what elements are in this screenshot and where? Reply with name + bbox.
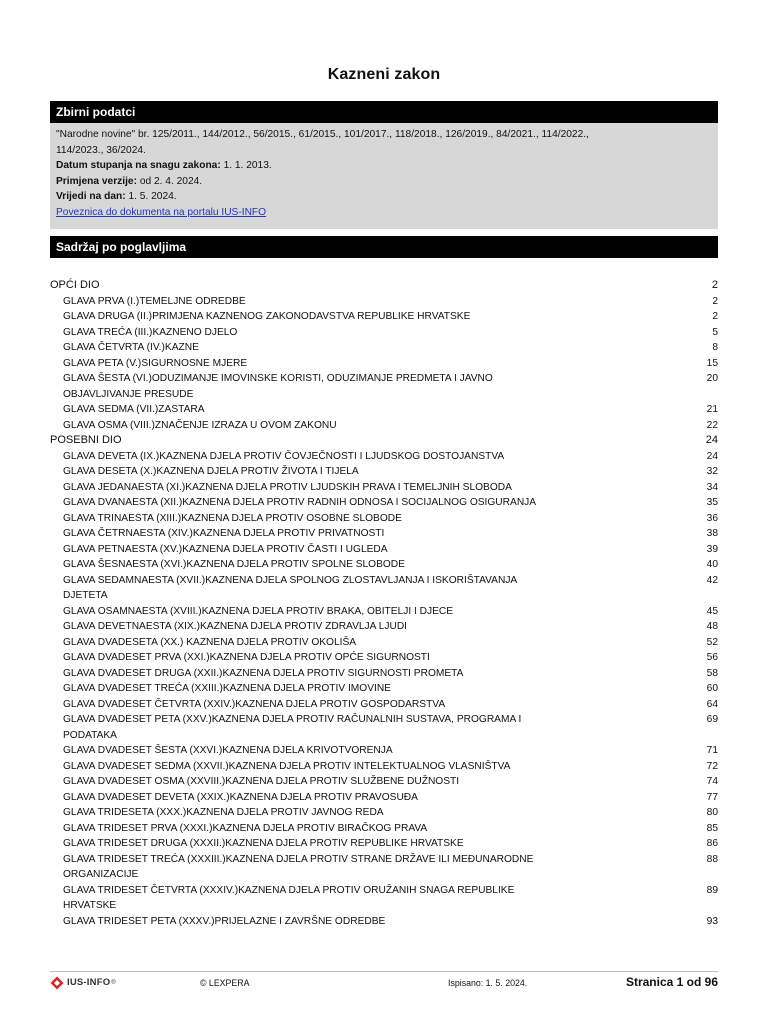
table-of-contents <box>50 278 718 929</box>
toc-chapter <box>50 480 718 496</box>
toc-entry-page[interactable]: 88 <box>706 853 718 865</box>
toc-entry-title[interactable]: GLAVA DVADESET PRVA (XXI.)KAZNENA DJELA PROTIV OPĆE SIGURNOSTI <box>63 652 430 663</box>
toc-part <box>50 433 718 449</box>
toc-entry-page[interactable]: 34 <box>706 481 718 493</box>
toc-entry-page[interactable]: 21 <box>706 404 718 415</box>
toc-chapter <box>50 356 718 372</box>
toc-chapter <box>50 836 718 852</box>
toc-entry-title[interactable]: GLAVA PRVA (I.)TEMELJNE ODREDBE <box>63 295 246 307</box>
page-number: Stranica 1 od 96 <box>625 975 718 989</box>
toc-chapter <box>50 650 718 666</box>
toc-entry-title[interactable]: POSEBNI DIO <box>50 434 122 446</box>
toc-entry-page[interactable]: 74 <box>706 776 718 787</box>
toc-entry-title[interactable]: GLAVA ŠESNAESTA (XVI.)KAZNENA DJELA PROTIV SPOLNE SLOBODE <box>63 559 405 570</box>
toc-entry-page[interactable]: 64 <box>706 698 718 710</box>
version-applied-label: Primjena verzije: <box>56 175 137 187</box>
toc-entry-title[interactable]: GLAVA SEDAMNAESTA (XVII.)KAZNENA DJELA SPOLNOG ZLOSTAVLJANJA I ISKORIŠTAVANJA DJETETA <box>63 574 517 601</box>
toc-chapter <box>50 790 718 806</box>
toc-chapter <box>50 495 718 511</box>
toc-chapter <box>50 542 718 558</box>
effective-date-label: Datum stupanja na snagu zakona: <box>56 160 221 172</box>
toc-chapter <box>50 805 718 821</box>
toc-entry-page[interactable]: 56 <box>706 652 718 663</box>
toc-entry-page[interactable]: 42 <box>706 574 718 586</box>
ius-info-logo <box>50 976 116 990</box>
page-title: Kazneni zakon <box>327 66 441 83</box>
toc-entry-title[interactable]: GLAVA DVADESET DEVETA (XXIX.)KAZNENA DJELA PROTIV PRAVOSUĐA <box>63 791 418 803</box>
toc-entry-page[interactable]: 69 <box>706 714 718 725</box>
toc-entry-title[interactable]: GLAVA TRIDESET TREĆA (XXXIII.)KAZNENA DJELA PROTIV STRANE DRŽAVE ILI MEĐUNARODNE ORGANIZACIJE <box>63 853 534 880</box>
toc-heading: Sadržaj po poglavljima <box>50 236 718 258</box>
toc-entry-title[interactable]: OPĆI DIO <box>50 279 100 291</box>
logo-registered-mark: ® <box>111 980 116 986</box>
toc-entry-page[interactable]: 38 <box>706 528 718 539</box>
toc-entry-page[interactable]: 20 <box>706 373 718 384</box>
toc-entry-page[interactable]: 85 <box>706 822 718 834</box>
toc-entry-page[interactable]: 86 <box>706 838 718 849</box>
toc-chapter <box>50 449 718 465</box>
toc-entry-page[interactable]: 5 <box>712 326 718 338</box>
toc-chapter <box>50 557 718 573</box>
gazette-numbers-cont: 114/2023., 36/2024. <box>56 144 146 156</box>
effective-date <box>56 158 711 174</box>
footer <box>50 975 718 991</box>
toc-entry-page[interactable]: 24 <box>706 450 718 462</box>
toc-entry-page[interactable]: 15 <box>706 357 718 369</box>
valid-on-label: Vrijedi na dan: <box>56 191 126 203</box>
toc-entry-page[interactable]: 89 <box>706 884 718 896</box>
toc-entry-page[interactable]: 2 <box>712 295 718 307</box>
toc-entry-title[interactable]: GLAVA TRIDESET DRUGA (XXXII.)KAZNENA DJELA PROTIV REPUBLIKE HRVATSKE <box>63 838 464 849</box>
toc-chapter <box>50 340 718 356</box>
toc-entry-title[interactable]: GLAVA TRIDESET PRVA (XXXI.)KAZNENA DJELA PROTIV BIRAČKOG PRAVA <box>63 822 428 834</box>
toc-entry-page[interactable]: 2 <box>711 279 718 291</box>
ius-info-logo-icon <box>50 976 64 990</box>
toc-chapter <box>50 464 718 480</box>
toc-entry-page[interactable]: 80 <box>706 807 718 818</box>
toc-entry-title[interactable]: GLAVA DVADESETA (XX.) KAZNENA DJELA PROTIV OKOLIŠA <box>63 636 357 648</box>
toc-part <box>50 278 718 294</box>
toc-chapter <box>50 526 718 542</box>
toc-entry-page[interactable]: 60 <box>706 683 718 694</box>
footer-divider <box>50 971 718 972</box>
toc-entry-page[interactable]: 71 <box>706 745 718 756</box>
toc-entry-page[interactable]: 2 <box>712 311 718 322</box>
printed-date: Ispisano: 1. 5. 2024. <box>448 978 528 988</box>
toc-entry-page[interactable]: 8 <box>712 342 718 353</box>
version-applied-value: od 2. 4. 2024. <box>136 175 203 187</box>
toc-chapter <box>50 371 718 402</box>
version-applied <box>56 174 711 190</box>
toc-chapter <box>50 511 718 527</box>
toc-entry-page[interactable]: 40 <box>706 559 718 570</box>
toc-chapter <box>50 759 718 775</box>
valid-on-value: 1. 5. 2024. <box>125 191 177 203</box>
summary-heading: Zbirni podatci <box>50 101 718 123</box>
toc-entry-title[interactable]: GLAVA DEVETA (IX.)KAZNENA DJELA PROTIV ČOVJEČNOSTI I LJUDSKOG DOSTOJANSTVA <box>63 450 505 462</box>
toc-chapter <box>50 325 718 341</box>
toc-chapter <box>50 418 718 434</box>
toc-entry-page[interactable]: 35 <box>706 497 718 508</box>
toc-entry-title[interactable]: GLAVA JEDANAESTA (XI.)KAZNENA DJELA PROTIV LJUDSKIH PRAVA I TEMELJNIH SLOBODA <box>63 481 512 493</box>
toc-entry-title[interactable]: GLAVA ŠESTA (VI.)ODUZIMANJE IMOVINSKE KORISTI, ODUZIMANJE PREDMETA I JAVNO OBJAVLJIVANJE PRESUDE <box>63 373 493 400</box>
toc-entry-page[interactable]: 45 <box>706 605 718 617</box>
toc-entry-page[interactable]: 32 <box>706 466 718 477</box>
toc-entry-page[interactable]: 36 <box>706 512 718 524</box>
portal-link[interactable]: Poveznica do dokumenta na portalu IUS-INFO <box>56 206 267 218</box>
toc-entry-page[interactable]: 22 <box>706 419 718 431</box>
gazette-numbers: "Narodne novine" br. 125/2011., 144/2012., 56/2015., 61/2015., 101/2017., 118/2018., 126/2019., 84/2021., 114/2022., <box>56 129 589 140</box>
toc-chapter <box>50 821 718 837</box>
toc-entry-title[interactable]: GLAVA SEDMA (VII.)ZASTARA <box>63 404 205 415</box>
toc-entry-title[interactable]: GLAVA TREĆA (III.)KAZNENO DJELO <box>63 326 238 338</box>
toc-chapter <box>50 619 718 635</box>
toc-chapter <box>50 635 718 651</box>
toc-chapter <box>50 573 718 604</box>
toc-chapter <box>50 697 718 713</box>
toc-entry-title[interactable]: GLAVA DVADESET PETA (XXV.)KAZNENA DJELA PROTIV RAČUNALNIH SUSTAVA, PROGRAMA I PODATAKA <box>63 714 522 741</box>
toc-entry-title[interactable]: GLAVA DVADESET DRUGA (XXII.)KAZNENA DJELA PROTIV SIGURNOSTI PROMETA <box>63 667 464 679</box>
toc-entry-page[interactable]: 77 <box>706 791 718 803</box>
toc-chapter <box>50 743 718 759</box>
summary-box <box>50 123 718 229</box>
logo-text: IUS-INFO <box>67 977 111 988</box>
toc-entry-title[interactable]: GLAVA DVADESET ČETVRTA (XXIV.)KAZNENA DJELA PROTIV GOSPODARSTVA <box>63 698 446 710</box>
toc-entry-title[interactable]: GLAVA PETNAESTA (XV.)KAZNENA DJELA PROTIV ČASTI I UGLEDA <box>63 543 388 555</box>
toc-chapter <box>50 712 718 743</box>
valid-on <box>56 189 711 205</box>
toc-entry-page[interactable]: 48 <box>706 621 718 632</box>
toc-entry-page[interactable]: 24 <box>705 434 718 446</box>
toc-entry-page[interactable]: 39 <box>706 543 718 555</box>
toc-entry-page[interactable]: 93 <box>706 915 718 927</box>
toc-chapter <box>50 774 718 790</box>
toc-entry-page[interactable]: 72 <box>706 760 718 772</box>
toc-chapter <box>50 914 718 930</box>
toc-entry-title[interactable]: GLAVA DVADESET ŠESTA (XXVI.)KAZNENA DJELA KRIVOTVORENJA <box>63 745 393 756</box>
toc-chapter <box>50 309 718 325</box>
toc-entry-title[interactable]: GLAVA DVANAESTA (XII.)KAZNENA DJELA PROTIV RADNIH ODNOSA I SOCIJALNOG OSIGURANJA <box>63 497 537 508</box>
toc-chapter <box>50 681 718 697</box>
toc-entry-title[interactable]: GLAVA TRINAESTA (XIII.)KAZNENA DJELA PROTIV OSOBNE SLOBODE <box>63 512 402 524</box>
toc-chapter <box>50 604 718 620</box>
toc-entry-title[interactable]: GLAVA PETA (V.)SIGURNOSNE MJERE <box>63 357 248 369</box>
toc-entry-title[interactable]: GLAVA ČETRNAESTA (XIV.)KAZNENA DJELA PROTIV PRIVATNOSTI <box>63 528 385 539</box>
toc-entry-title[interactable]: GLAVA TRIDESET PETA (XXXV.)PRIJELAZNE I ZAVRŠNE ODREDBE <box>63 915 386 927</box>
toc-entry-title[interactable]: GLAVA TRIDESET ČETVRTA (XXXIV.)KAZNENA DJELA PROTIV ORUŽANIH SNAGA REPUBLIKE HRVATSKE <box>63 884 515 911</box>
toc-chapter <box>50 402 718 418</box>
toc-entry-title[interactable]: GLAVA ČETVRTA (IV.)KAZNE <box>63 342 199 353</box>
toc-entry-title[interactable]: GLAVA DRUGA (II.)PRIMJENA KAZNENOG ZAKONODAVSTVA REPUBLIKE HRVATSKE <box>63 311 471 322</box>
toc-entry-title[interactable]: GLAVA DVADESET TREĆA (XXIII.)KAZNENA DJELA PROTIV IMOVINE <box>63 683 391 694</box>
toc-entry-title[interactable]: GLAVA DVADESET OSMA (XXVIII.)KAZNENA DJELA PROTIV SLUŽBENE DUŽNOSTI <box>63 776 460 787</box>
toc-entry-page[interactable]: 52 <box>706 636 718 648</box>
toc-entry-title[interactable]: GLAVA DESETA (X.)KAZNENA DJELA PROTIV ŽIVOTA I TIJELA <box>63 466 359 477</box>
toc-chapter <box>50 666 718 682</box>
toc-chapter <box>50 852 718 883</box>
toc-entry-title[interactable]: GLAVA OSMA (VIII.)ZNAČENJE IZRAZA U OVOM ZAKONU <box>63 419 337 431</box>
toc-entry-title[interactable]: GLAVA OSAMNAESTA (XVIII.)KAZNENA DJELA PROTIV BRAKA, OBITELJI I DJECE <box>63 605 454 617</box>
toc-entry-title[interactable]: GLAVA DEVETNAESTA (XIX.)KAZNENA DJELA PROTIV ZDRAVLJA LJUDI <box>63 621 408 632</box>
copyright: © LEXPERA <box>200 978 250 988</box>
toc-chapter <box>50 883 718 914</box>
effective-date-value: 1. 1. 2013. <box>220 160 272 172</box>
toc-entry-title[interactable]: GLAVA DVADESET SEDMA (XXVII.)KAZNENA DJELA PROTIV INTELEKTUALNOG VLASNIŠTVA <box>63 760 511 772</box>
toc-entry-page[interactable]: 58 <box>706 667 718 679</box>
toc-entry-title[interactable]: GLAVA TRIDESETA (XXX.)KAZNENA DJELA PROTIV JAVNOG REDA <box>63 807 384 818</box>
toc-chapter <box>50 294 718 310</box>
